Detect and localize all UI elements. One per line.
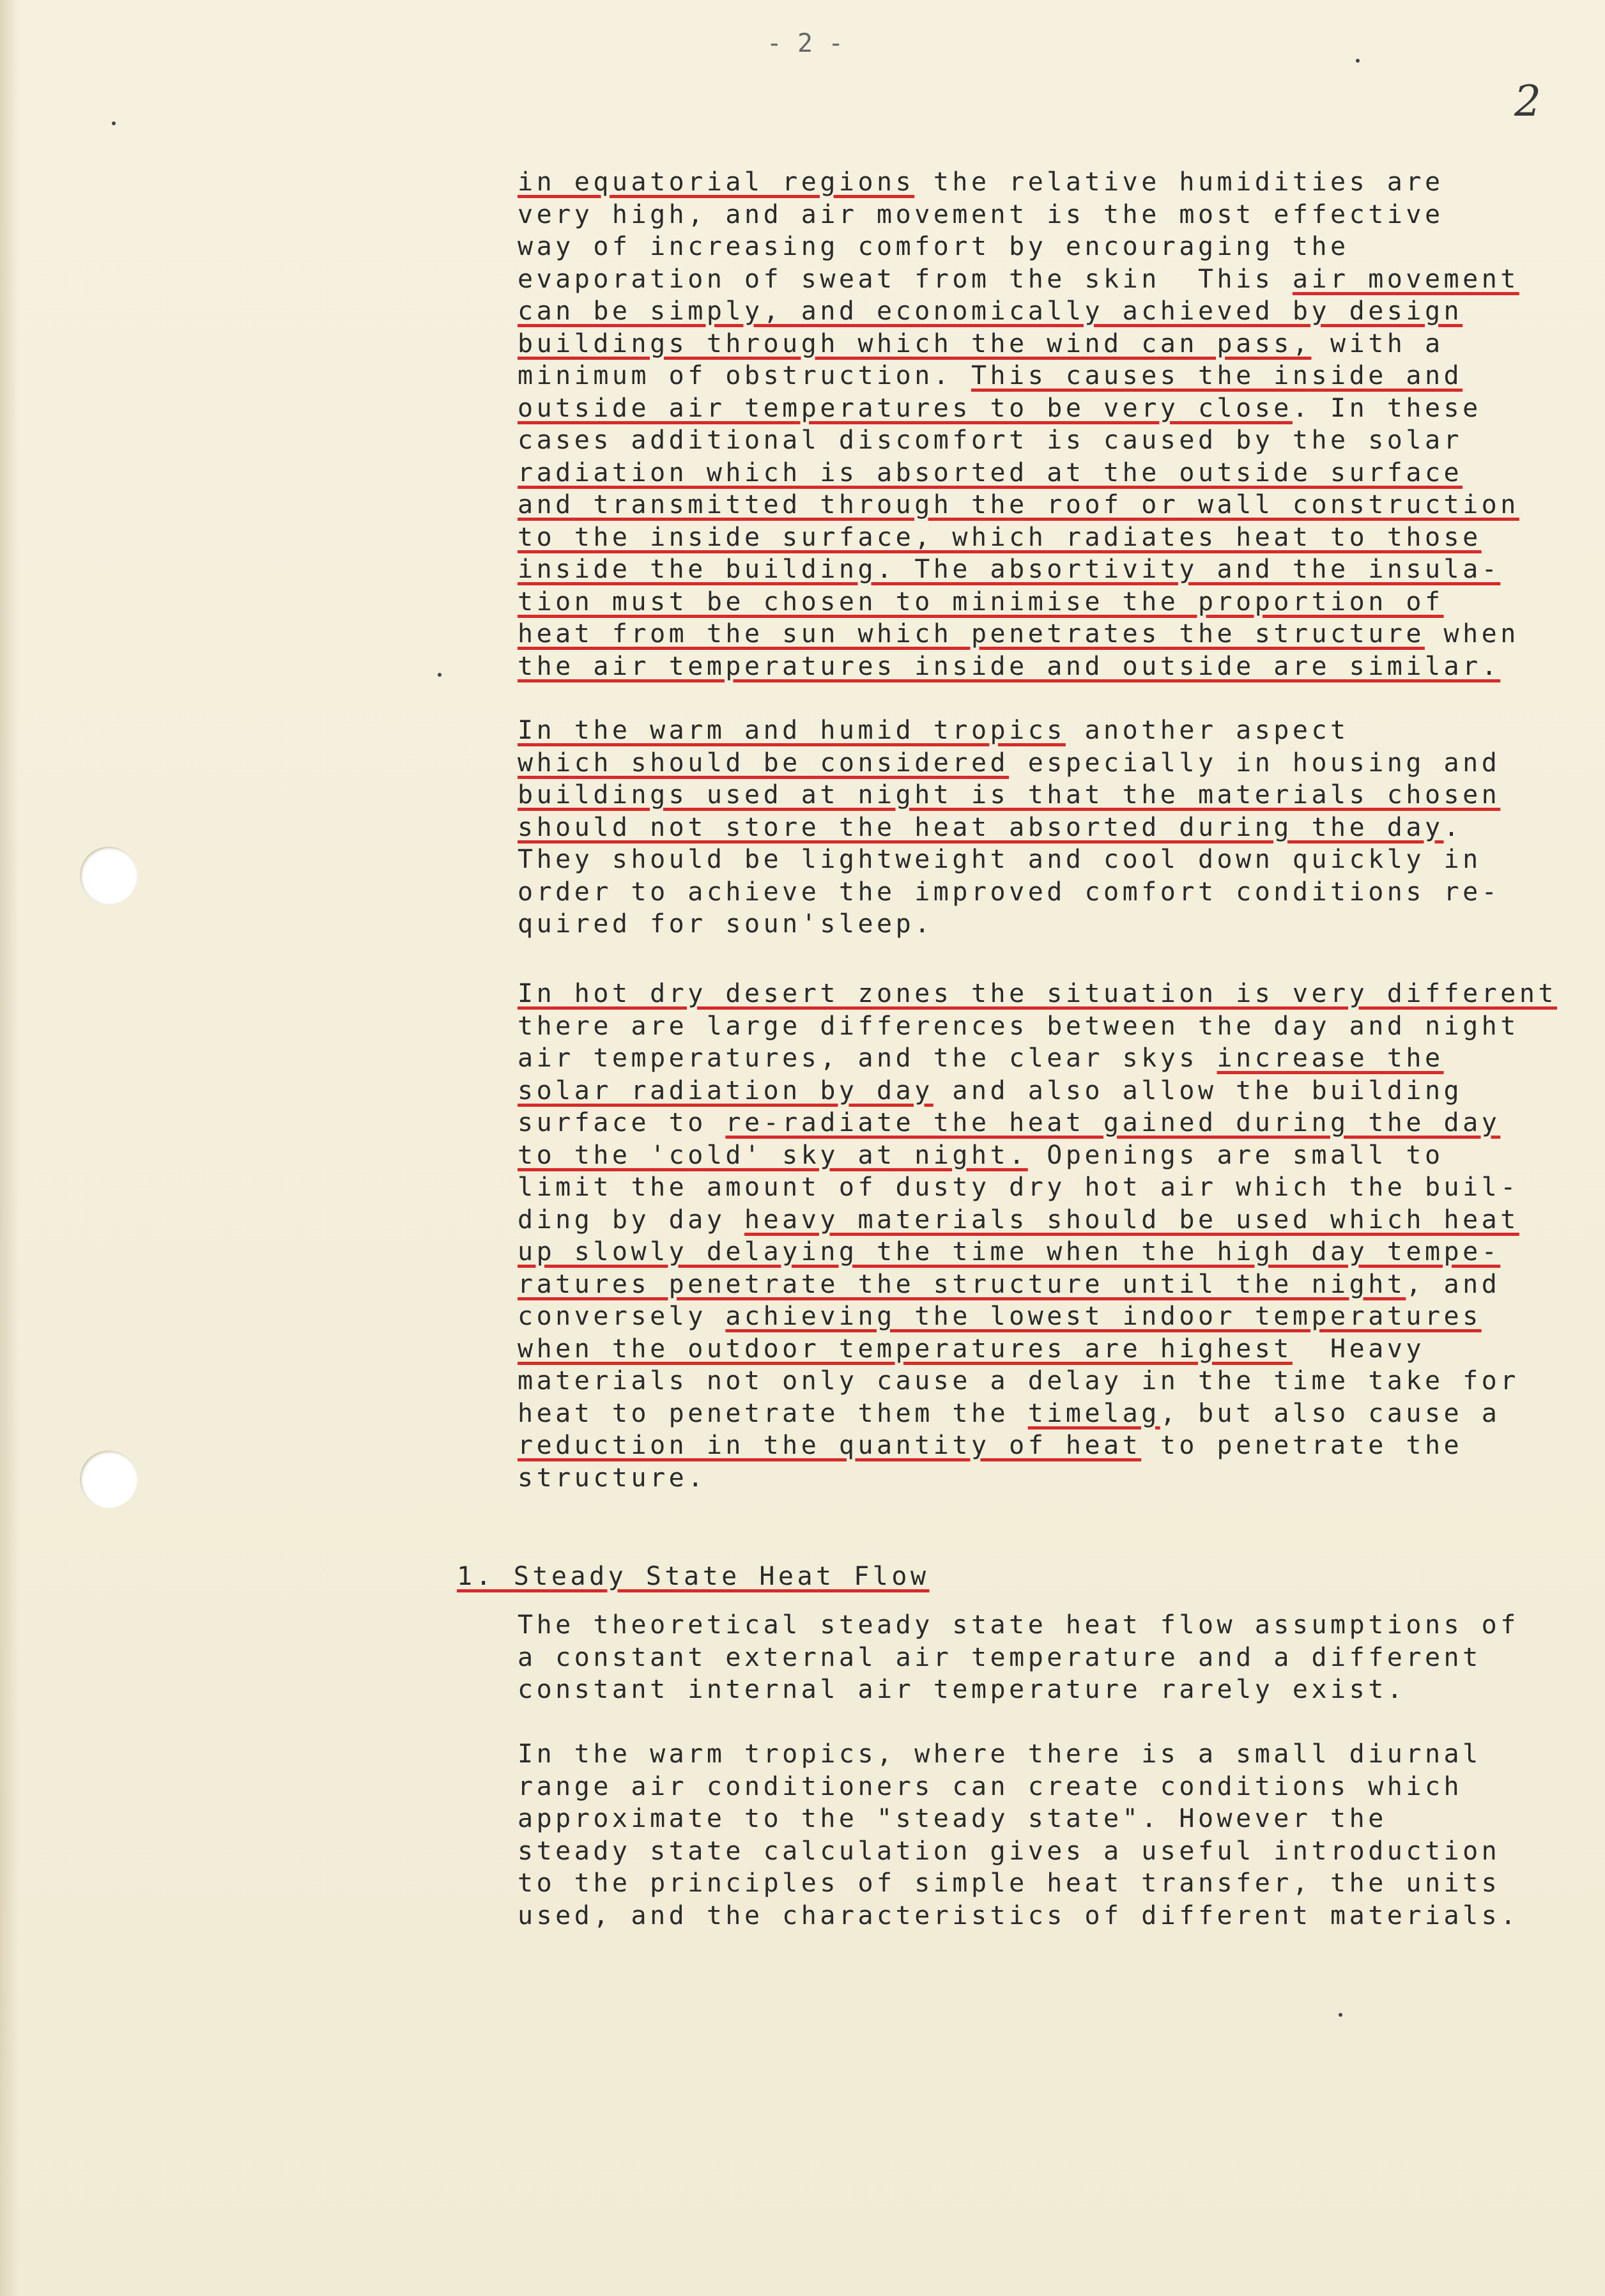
text-line (518, 876, 1604, 909)
text-line (518, 1429, 1604, 1462)
section-heading-text: 1. Steady State Heat Flow (457, 1562, 930, 1591)
text-line (518, 1365, 1604, 1398)
text-line (518, 1010, 1604, 1043)
text-segment: minimum of obstruction. (518, 361, 971, 390)
text-segment: with a (1311, 328, 1444, 358)
text-line (518, 844, 1604, 876)
text-line (518, 586, 1604, 619)
text-segment: structure. (518, 1463, 707, 1493)
text-line (518, 618, 1604, 651)
text-segment: the relative humidities are (914, 167, 1444, 197)
punch-hole-bottom (80, 1451, 137, 1508)
punch-hole-top (80, 847, 137, 904)
text-segment: , and (1406, 1269, 1501, 1299)
paragraph-hot-dry (518, 978, 1604, 1494)
underlined-text: and transmitted through the roof or wall construction (518, 490, 1519, 520)
text-line (518, 1300, 1604, 1333)
text-line (518, 166, 1604, 199)
text-segment: materials not only cause a delay in the time take for (518, 1366, 1519, 1396)
text-segment: ding by day (518, 1205, 744, 1235)
text-line (518, 392, 1604, 425)
underlined-text: solar radiation by day (518, 1075, 933, 1106)
text-line (518, 1609, 1604, 1642)
underlined-text: reduction in the quantity of heat (518, 1431, 1142, 1460)
text-segment: cases additional discomfort is caused by the solar (518, 426, 1463, 455)
text-line (518, 714, 1604, 747)
underlined-text: heavy materials should be used which heat (744, 1205, 1519, 1235)
underlined-text: radiation which is absorted at the outside surface (518, 458, 1463, 488)
text-segment: used, and the characteristics of different materials. (518, 1900, 1519, 1930)
text-segment: In the warm tropics, where there is a small diurnal (518, 1739, 1482, 1769)
text-segment: Openings are small to (1027, 1140, 1444, 1170)
underlined-text: up slowly delaying the time when the high day tempe- (518, 1237, 1501, 1267)
handwritten-page-number: 2 (1514, 77, 1541, 126)
paper-speck (112, 121, 116, 125)
text-segment: to the principles of simple heat transfer, the units (518, 1868, 1501, 1898)
paragraph-equatorial (518, 166, 1604, 682)
text-segment: quired for soun'sleep. (518, 909, 933, 939)
text-line (518, 457, 1604, 489)
text-line (518, 747, 1604, 780)
text-segment: air temperatures, and the clear skys (518, 1044, 1217, 1073)
text-segment: way of increasing comfort by encouraging the (518, 232, 1349, 261)
paragraph-warm-humid (518, 714, 1604, 941)
text-line (518, 1803, 1604, 1835)
text-segment: , but also cause a (1160, 1398, 1501, 1428)
text-line (518, 1835, 1604, 1868)
underlined-text: tion must be chosen to minimise the proportion of (518, 587, 1444, 617)
text-line (518, 1642, 1604, 1674)
text-line (518, 1900, 1604, 1932)
underlined-text: can be simply, and economically achieved by design (518, 297, 1463, 326)
text-segment: heat to penetrate them the (518, 1398, 1028, 1428)
text-segment: to penetrate the (1141, 1431, 1463, 1460)
underlined-text: the air temperatures inside and outside are similar. (518, 651, 1501, 681)
underlined-text: increase the (1217, 1044, 1444, 1073)
text-segment: a constant external air temperature and a different (518, 1642, 1482, 1672)
text-line (518, 1674, 1604, 1706)
underlined-text: In hot dry desert zones the situation is very different (518, 979, 1558, 1008)
text-segment: . In these (1292, 393, 1482, 423)
text-segment: when (1424, 619, 1519, 649)
text-line (518, 1107, 1604, 1139)
text-line (518, 521, 1604, 554)
underlined-text: outside air temperatures to be very close (518, 393, 1293, 423)
text-line (518, 1139, 1604, 1172)
text-segment: very high, and air movement is the most effective (518, 199, 1444, 229)
underlined-text: timelag (1027, 1398, 1160, 1428)
underlined-text: should not store the heat absorted during the day (518, 812, 1444, 842)
paragraph-steady-state (518, 1609, 1604, 1706)
underlined-text: buildings used at night is that the materials chosen (518, 780, 1501, 810)
text-segment: limit the amount of dusty dry hot air which the buil- (518, 1173, 1519, 1202)
underlined-text: achieving the lowest indoor temperatures (725, 1302, 1482, 1331)
underlined-text: inside the building. The absortivity and the insula- (518, 555, 1501, 584)
underlined-text: This causes the inside and (971, 361, 1463, 390)
section-heading (457, 1560, 930, 1593)
paper-speck (1339, 2013, 1342, 2017)
text-line (518, 978, 1604, 1010)
text-line (518, 360, 1604, 392)
text-segment: conversely (518, 1302, 726, 1331)
underlined-text: to the 'cold' sky at night. (518, 1140, 1028, 1170)
text-line (518, 1738, 1604, 1771)
underlined-text: when the outdoor temperatures are highest (518, 1334, 1293, 1364)
text-line (518, 1236, 1604, 1268)
underlined-text: which should be considered (518, 748, 1010, 778)
text-line (518, 328, 1604, 360)
text-line (518, 489, 1604, 521)
underlined-text: heat from the sun which penetrates the structure (518, 619, 1425, 649)
text-line (518, 1075, 1604, 1107)
paragraph-warm-tropics (518, 1738, 1604, 1932)
text-segment: Heavy (1292, 1334, 1425, 1364)
underlined-text: re-radiate the heat gained during the day (725, 1108, 1501, 1137)
text-line (518, 295, 1604, 328)
text-line (518, 779, 1604, 812)
text-segment: evaporation of sweat from the skin This (518, 264, 1293, 294)
underlined-text: In the warm and humid tropics (518, 716, 1066, 745)
text-line (518, 231, 1604, 263)
text-segment: . (1443, 812, 1463, 842)
text-line (518, 1171, 1604, 1204)
text-segment: there are large differences between the day and night (518, 1011, 1519, 1041)
page-edge-shadow (0, 0, 19, 2296)
text-segment: approximate to the "steady state". However the (518, 1804, 1387, 1833)
text-line (518, 1398, 1604, 1430)
text-line (518, 1867, 1604, 1900)
text-segment: steady state calculation gives a useful introduction (518, 1836, 1501, 1866)
underlined-text: to the inside surface, which radiates heat to those (518, 522, 1482, 552)
text-segment: range air conditioners can create conditions which (518, 1771, 1463, 1801)
text-line (518, 1462, 1604, 1495)
text-segment: constant internal air temperature rarely exist. (518, 1675, 1406, 1704)
top-page-number: - 2 - (766, 29, 844, 58)
text-line (518, 812, 1604, 844)
text-segment: especially in housing and (1009, 748, 1501, 778)
text-segment: They should be lightweight and cool down quickly in (518, 845, 1482, 874)
text-segment: and also allow the building (933, 1075, 1463, 1106)
text-line (518, 1204, 1604, 1237)
text-segment: The theoretical steady state heat flow assumptions of (518, 1610, 1519, 1640)
text-line (518, 651, 1604, 683)
paper-speck (1356, 59, 1360, 63)
text-line (518, 553, 1604, 586)
text-segment: order to achieve the improved comfort conditions re- (518, 877, 1501, 907)
text-line (518, 1333, 1604, 1366)
text-segment: surface to (518, 1108, 726, 1137)
text-line (518, 199, 1604, 231)
text-segment: another aspect (1065, 716, 1349, 745)
text-line (518, 424, 1604, 457)
underlined-text: air movement (1292, 264, 1519, 294)
underlined-text: ratures penetrate the structure until the night (518, 1269, 1406, 1299)
underlined-text: buildings through which the wind can pass, (518, 328, 1312, 358)
text-line (518, 1268, 1604, 1301)
text-line (518, 908, 1604, 941)
paper-speck (438, 673, 442, 677)
text-line (518, 1771, 1604, 1803)
text-line (518, 263, 1604, 296)
text-line (518, 1042, 1604, 1075)
underlined-text: in equatorial regions (518, 167, 915, 197)
